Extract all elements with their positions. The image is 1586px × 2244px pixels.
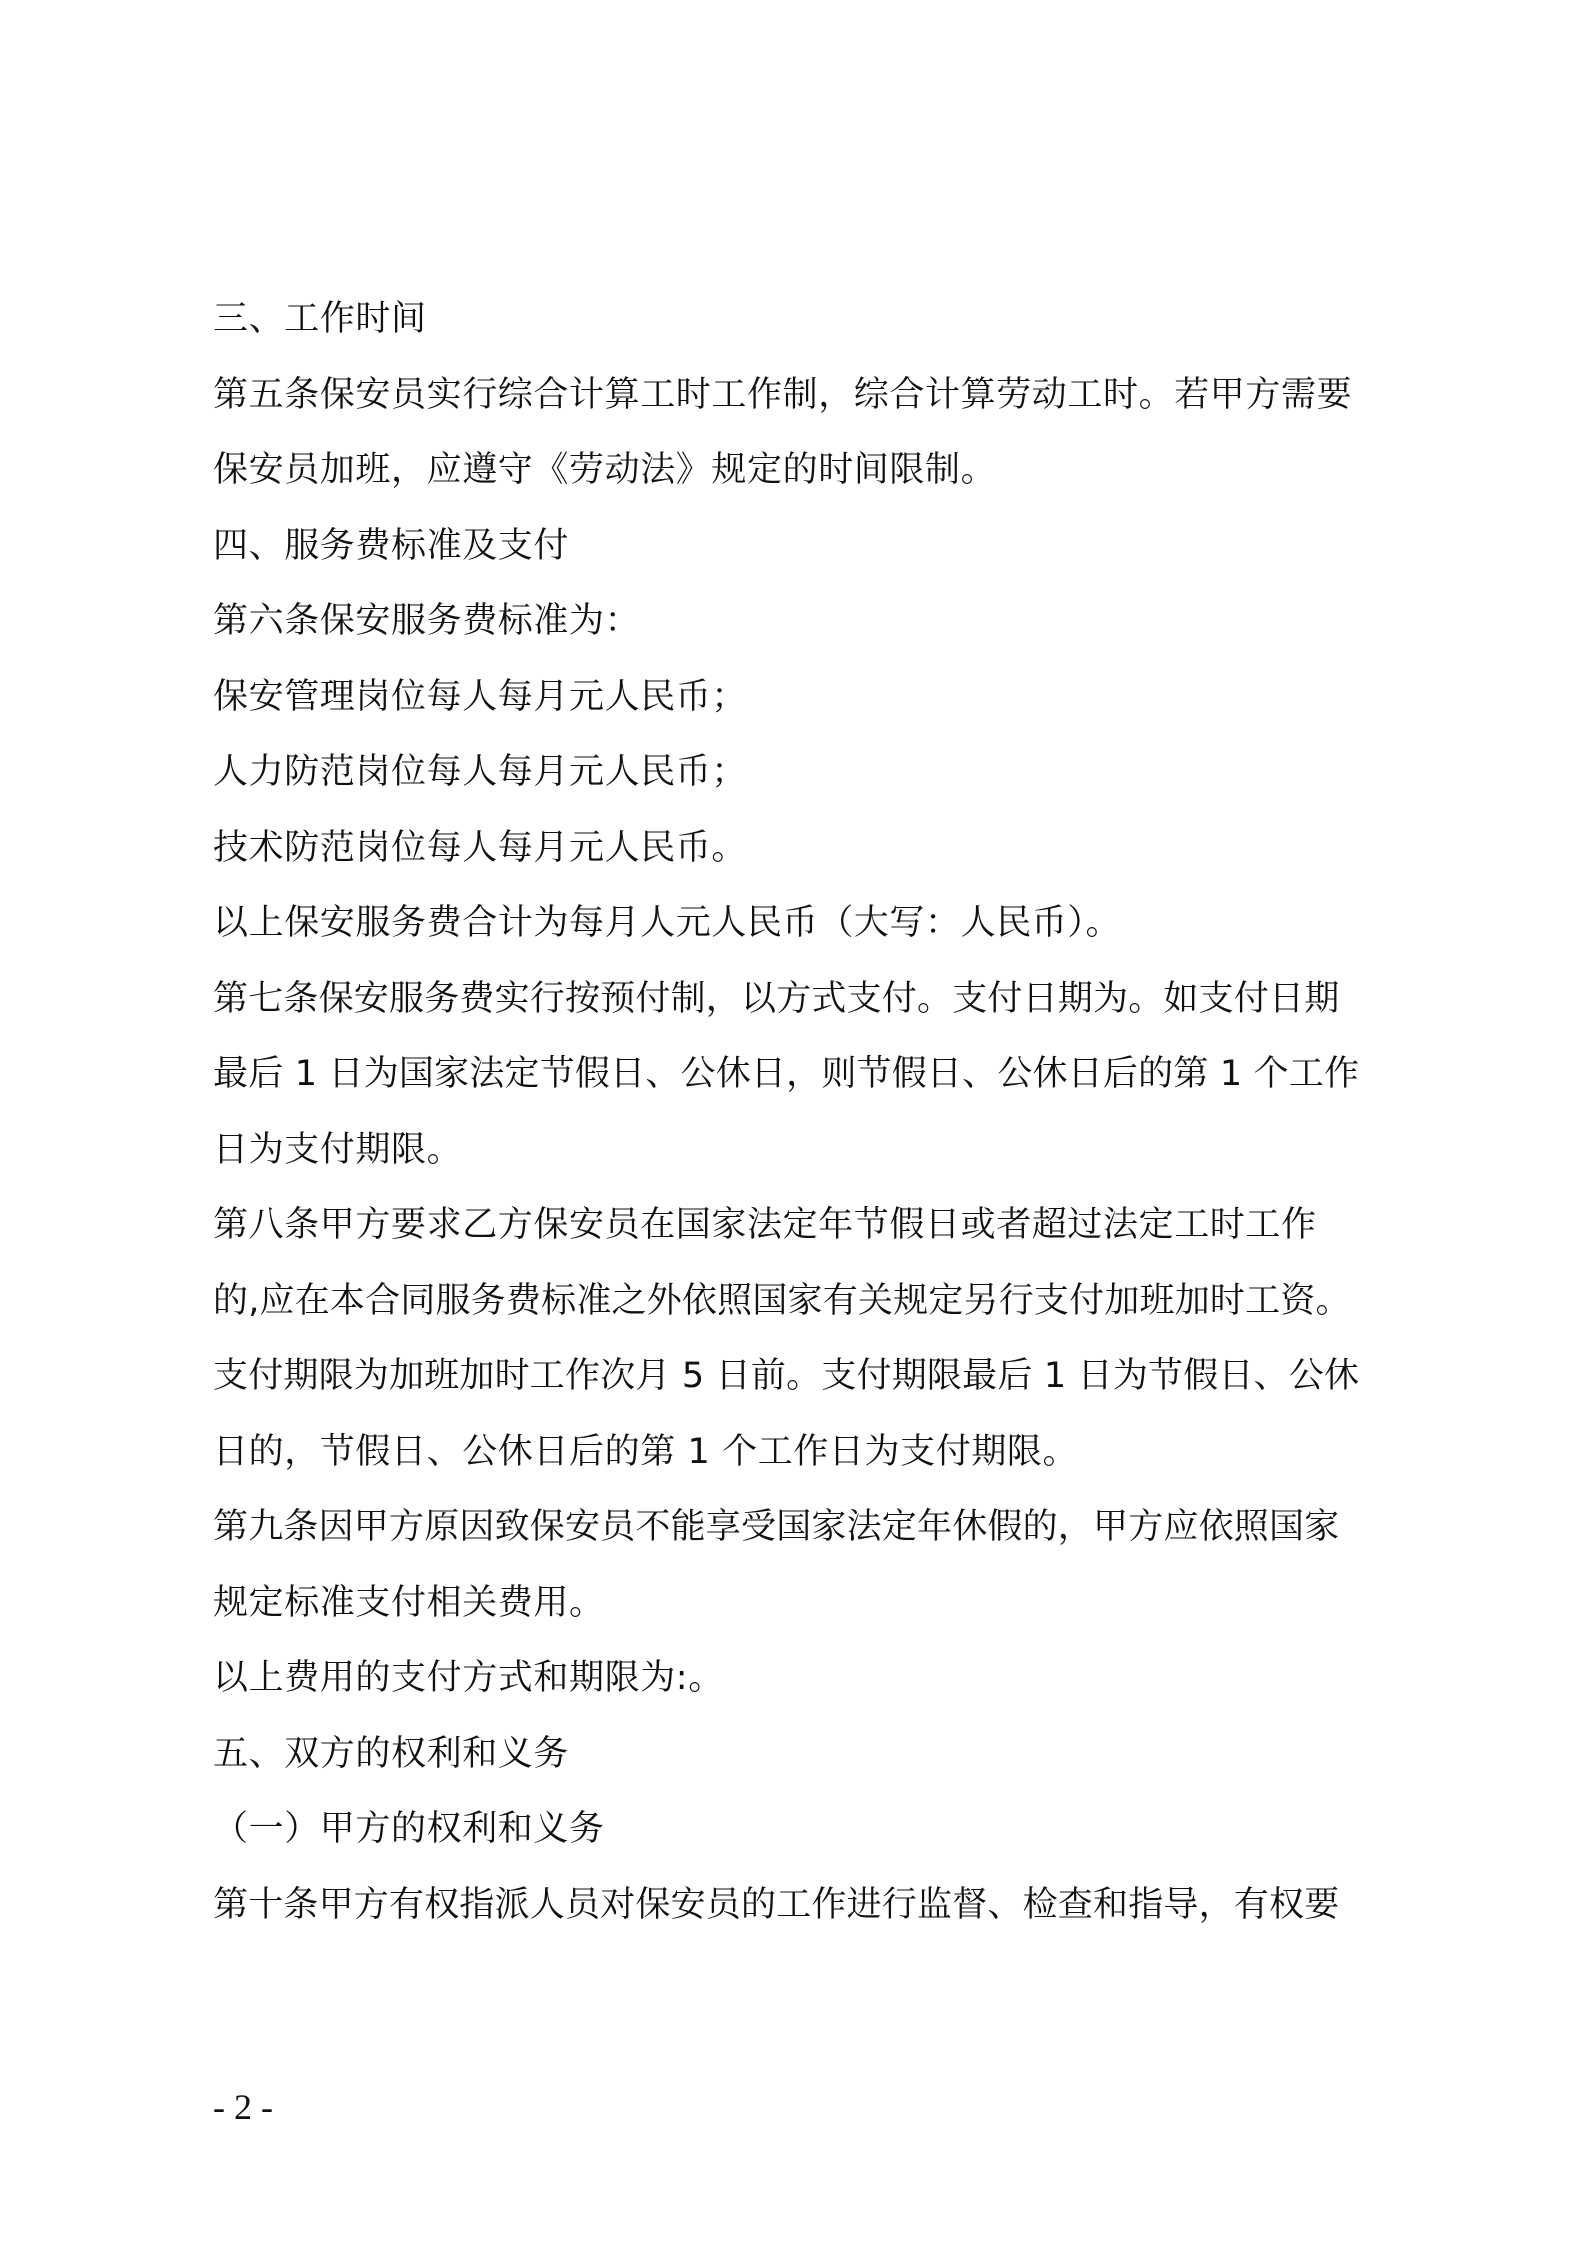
article-10-line-1: 第十条甲方有权指派人员对保安员的工作进行监督、检查和指导，有权要 — [213, 1884, 1340, 1925]
article-8-line-2: 的,应在本合同服务费标准之外依照国家有关规定另行支付加班加时工资。 — [213, 1280, 1351, 1321]
article-5-line-2: 保安员加班，应遵守《劳动法》规定的时间限制。 — [213, 450, 997, 490]
article-8-line-1: 第八条甲方要求乙方保安员在国家法定年节假日或者超过法定工时工作 — [213, 1205, 1317, 1245]
payment-method-line: 以上费用的支付方式和期限为:。 — [213, 1658, 724, 1698]
fee-item-manpower: 人力防范岗位每人每月元人民币； — [213, 752, 748, 792]
article-7-line-2: 最后 1 日为国家法定节假日、公休日，则节假日、公休日后的第 1 个工作 — [213, 1054, 1360, 1094]
section-heading-work-time: 三、工作时间 — [213, 299, 427, 339]
page-number: - 2 - — [213, 2087, 273, 2127]
article-7-line-1: 第七条保安服务费实行按预付制，以方式支付。支付日期为。如支付日期 — [213, 978, 1340, 1019]
article-9-line-2: 规定标准支付相关费用。 — [213, 1582, 605, 1623]
section-heading-service-fee: 四、服务费标准及支付 — [213, 525, 570, 566]
article-6-line-1: 第六条保安服务费标准为： — [213, 601, 641, 641]
section-heading-rights-obligations: 五、双方的权利和义务 — [213, 1733, 570, 1774]
subsection-heading-party-a: （一）甲方的权利和义务 — [213, 1809, 605, 1849]
article-9-line-1: 第九条因甲方原因致保安员不能享受国家法定年休假的，甲方应依照国家 — [213, 1507, 1340, 1547]
article-8-line-3: 支付期限为加班加时工作次月 5 日前。支付期限最后 1 日为节假日、公休 — [213, 1356, 1360, 1396]
document-body — [213, 282, 1413, 1943]
article-7-line-3: 日为支付期限。 — [213, 1129, 463, 1170]
article-5-line-1: 第五条保安员实行综合计算工时工作制，综合计算劳动工时。若甲方需要 — [213, 374, 1353, 415]
fee-item-management: 保安管理岗位每人每月元人民币； — [213, 676, 748, 717]
fee-total-line: 以上保安服务费合计为每月人元人民币（大写：人民币）。 — [213, 903, 1122, 943]
fee-item-technical: 技术防范岗位每人每月元人民币。 — [213, 827, 748, 868]
article-8-line-4: 日的，节假日、公休日后的第 1 个工作日为支付期限。 — [213, 1431, 1079, 1472]
